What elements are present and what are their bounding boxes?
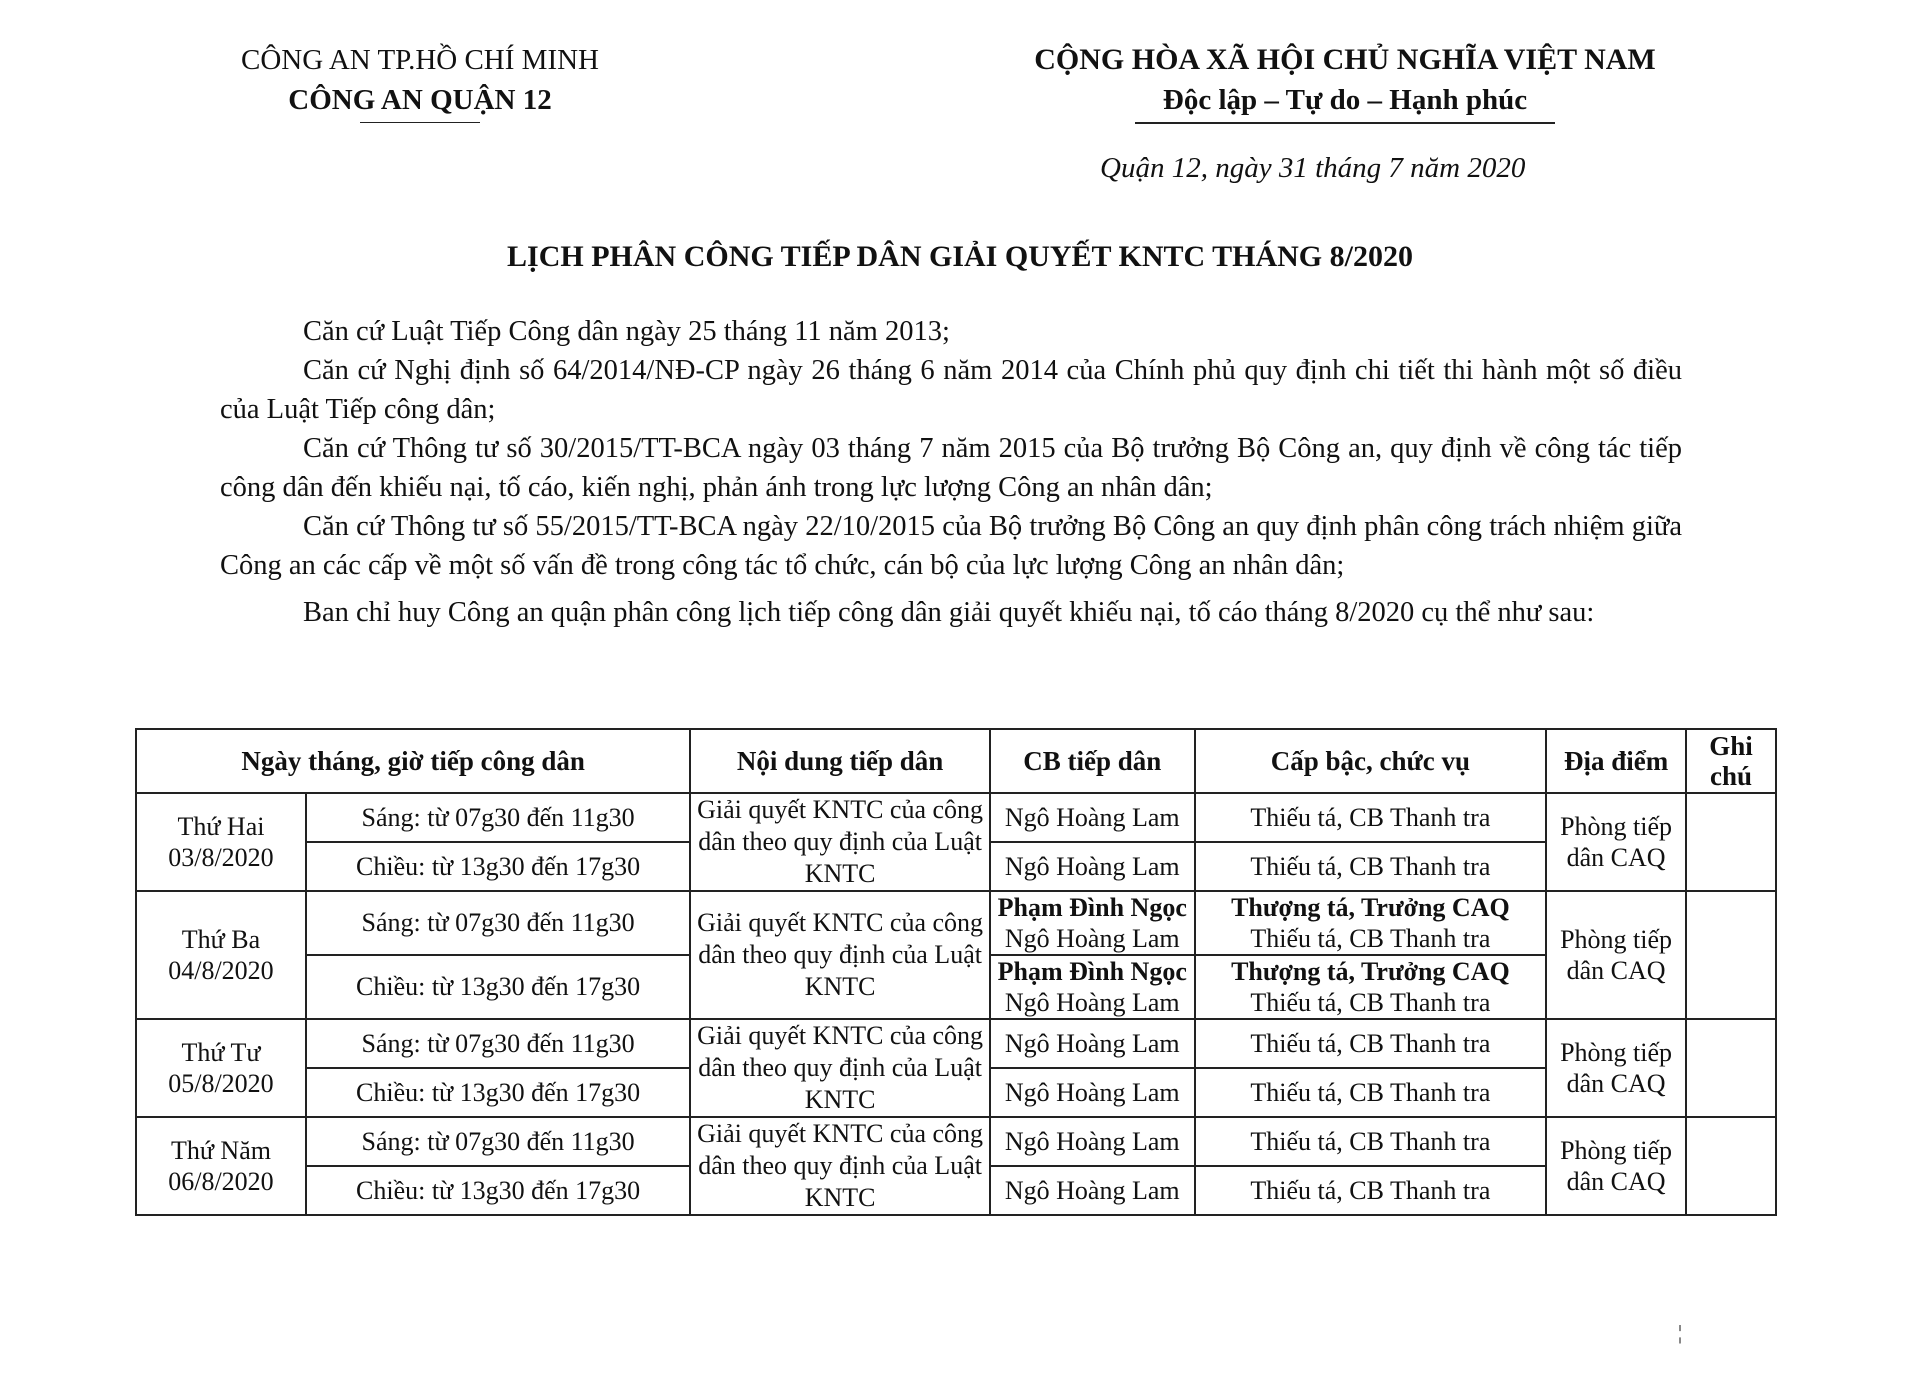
- paragraph: Căn cứ Thông tư số 30/2015/TT-BCA ngày 03 tháng 7 năm 2015 của Bộ trưởng Bộ Công an, quy định về công tác tiếp công dân đến khiếu nại, tố cáo, kiến nghị, phản ánh trong lực lượng Công an nhân dân;: [220, 433, 1682, 503]
- scan-mark: ¦: [1678, 1322, 1683, 1344]
- note-cell: [1686, 793, 1776, 891]
- header-date-time: Ngày tháng, giờ tiếp công dân: [136, 729, 690, 793]
- schedule-table: [135, 728, 1777, 1216]
- table-header-row: [136, 729, 1776, 793]
- agency-name: CÔNG AN QUẬN 12: [288, 84, 552, 116]
- table-row: [136, 891, 1776, 955]
- motto-underline: [1135, 122, 1555, 124]
- officer-cell: Ngô Hoàng Lam: [990, 793, 1195, 842]
- agency-underline: [360, 122, 480, 123]
- rank-cell: Thiếu tá, CB Thanh tra: [1195, 793, 1547, 842]
- content-cell: Giải quyết KNTC của công dân theo quy định của Luật KNTC: [690, 793, 990, 891]
- table-row: [136, 1019, 1776, 1068]
- day-cell: Thứ Hai 03/8/2020: [136, 793, 306, 891]
- country-name: CỘNG HÒA XÃ HỘI CHỦ NGHĨA VIỆT NAM: [1034, 43, 1656, 76]
- rank-cell: Thiếu tá, CB Thanh tra: [1195, 1117, 1547, 1166]
- place-cell: Phòng tiếp dân CAQ: [1546, 1117, 1686, 1215]
- rank-cell: Thiếu tá, CB Thanh tra: [1195, 1068, 1547, 1117]
- place-cell: Phòng tiếp dân CAQ: [1546, 1019, 1686, 1117]
- content-cell: Giải quyết KNTC của công dân theo quy định của Luật KNTC: [690, 891, 990, 1019]
- officer-cell: Phạm Đình Ngọc Ngô Hoàng Lam: [990, 891, 1195, 955]
- content-cell: Giải quyết KNTC của công dân theo quy định của Luật KNTC: [690, 1019, 990, 1117]
- time-slot: Sáng: từ 07g30 đến 11g30: [306, 793, 690, 842]
- header-place: Địa điểm: [1546, 729, 1686, 793]
- national-motto: [985, 40, 1705, 124]
- time-slot: Chiều: từ 13g30 đến 17g30: [306, 1166, 690, 1215]
- place-cell: Phòng tiếp dân CAQ: [1546, 891, 1686, 1019]
- motto: Độc lập – Tự do – Hạnh phúc: [1162, 84, 1528, 116]
- header-content: Nội dung tiếp dân: [690, 729, 990, 793]
- officer-cell: Ngô Hoàng Lam: [990, 842, 1195, 891]
- time-slot: Sáng: từ 07g30 đến 11g30: [306, 1019, 690, 1068]
- officer-cell: Ngô Hoàng Lam: [990, 1166, 1195, 1215]
- header-rank: Cấp bậc, chức vụ: [1195, 729, 1547, 793]
- day-cell: Thứ Tư 05/8/2020: [136, 1019, 306, 1117]
- time-slot: Chiều: từ 13g30 đến 17g30: [306, 955, 690, 1019]
- time-slot: Sáng: từ 07g30 đến 11g30: [306, 891, 690, 955]
- time-slot: Chiều: từ 13g30 đến 17g30: [306, 842, 690, 891]
- header-officer: CB tiếp dân: [990, 729, 1195, 793]
- content-cell: Giải quyết KNTC của công dân theo quy định của Luật KNTC: [690, 1117, 990, 1215]
- document-title: LỊCH PHÂN CÔNG TIẾP DÂN GIẢI QUYẾT KNTC THÁNG 8/2020: [507, 240, 1413, 273]
- officer-cell: Ngô Hoàng Lam: [990, 1019, 1195, 1068]
- day-cell: Thứ Năm 06/8/2020: [136, 1117, 306, 1215]
- place-cell: Phòng tiếp dân CAQ: [1546, 793, 1686, 891]
- paragraph: Căn cứ Nghị định số 64/2014/NĐ-CP ngày 26 tháng 6 năm 2014 của Chính phủ quy định chi tiết thi hành một số điều của Luật Tiếp công dân;: [220, 355, 1682, 425]
- rank-cell: Thượng tá, Trưởng CAQ Thiếu tá, CB Thanh tra: [1195, 891, 1547, 955]
- paragraph: Căn cứ Luật Tiếp Công dân ngày 25 tháng 11 năm 2013;: [303, 316, 950, 347]
- agency-parent: CÔNG AN TP.HỒ CHÍ MINH: [241, 44, 599, 76]
- officer-cell: Ngô Hoàng Lam: [990, 1117, 1195, 1166]
- note-cell: [1686, 891, 1776, 1019]
- rank-cell: Thiếu tá, CB Thanh tra: [1195, 1019, 1547, 1068]
- officer-cell: Phạm Đình Ngọc Ngô Hoàng Lam: [990, 955, 1195, 1019]
- issue-date: Quận 12, ngày 31 tháng 7 năm 2020: [1100, 152, 1526, 184]
- note-cell: [1686, 1117, 1776, 1215]
- header-note: Ghi chú: [1686, 729, 1776, 793]
- rank-cell: Thiếu tá, CB Thanh tra: [1195, 842, 1547, 891]
- legal-basis: [220, 312, 1682, 632]
- issuing-agency: [200, 40, 640, 123]
- rank-cell: Thượng tá, Trưởng CAQ Thiếu tá, CB Thanh tra: [1195, 955, 1547, 1019]
- table-row: [136, 793, 1776, 842]
- rank-cell: Thiếu tá, CB Thanh tra: [1195, 1166, 1547, 1215]
- table-row: [136, 1117, 1776, 1166]
- time-slot: Sáng: từ 07g30 đến 11g30: [306, 1117, 690, 1166]
- paragraph: Ban chỉ huy Công an quận phân công lịch tiếp công dân giải quyết khiếu nại, tố cáo tháng 8/2020 cụ thể như sau:: [303, 597, 1595, 628]
- officer-cell: Ngô Hoàng Lam: [990, 1068, 1195, 1117]
- day-cell: Thứ Ba 04/8/2020: [136, 891, 306, 1019]
- time-slot: Chiều: từ 13g30 đến 17g30: [306, 1068, 690, 1117]
- note-cell: [1686, 1019, 1776, 1117]
- paragraph: Căn cứ Thông tư số 55/2015/TT-BCA ngày 22/10/2015 của Bộ trưởng Bộ Công an quy định phân công trách nhiệm giữa Công an các cấp về một số vấn đề trong công tác tổ chức, cán bộ của lực lượng Công an nhân dân;: [220, 511, 1682, 581]
